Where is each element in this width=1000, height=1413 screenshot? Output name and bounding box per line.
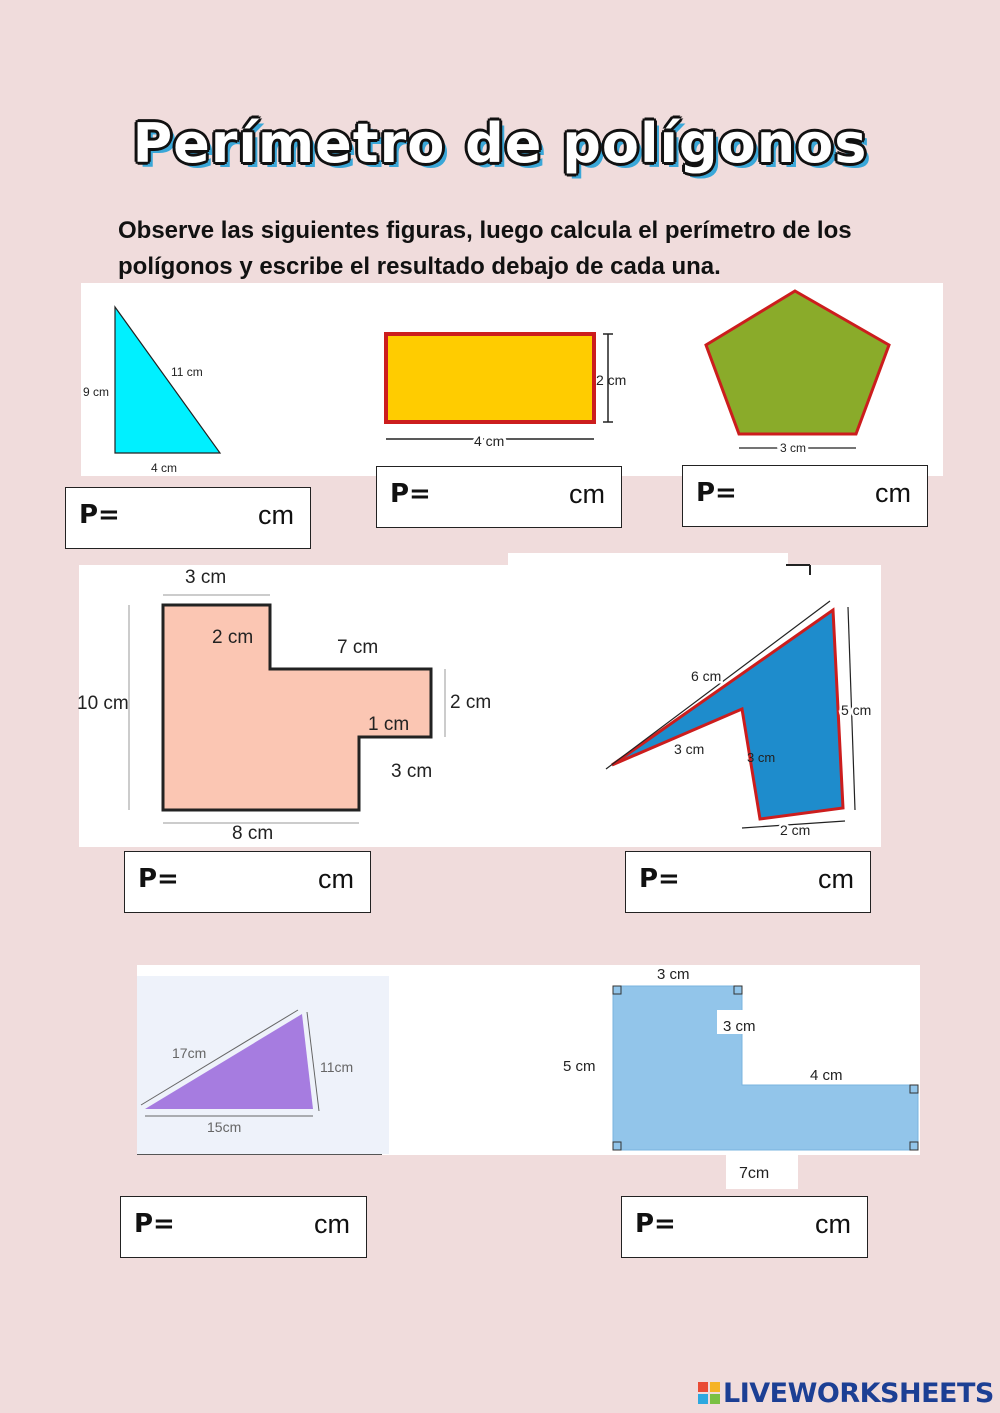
blue-label-bottom: 7cm (739, 1165, 770, 1182)
answer-input-6[interactable] (191, 1207, 295, 1249)
answer-prefix: P= (79, 500, 120, 530)
answer-unit: cm (818, 864, 854, 894)
purple-label-bottom: 15cm (207, 1119, 242, 1135)
answer-prefix: P= (639, 864, 680, 894)
arrow-shape (612, 610, 843, 819)
purple-label-right: 11cm (320, 1059, 354, 1075)
answer-prefix: P= (635, 1209, 676, 1239)
answer-prefix: P= (696, 478, 737, 508)
blue-label-inner-v: 3 cm (723, 1018, 756, 1035)
pentagon-figure (700, 288, 900, 458)
l-label-inner-h: 7 cm (337, 637, 379, 658)
row3-baseline (137, 1154, 382, 1155)
purple-label-hyp: 17cm (172, 1045, 207, 1061)
instructions: Observe las siguientes figuras, luego calcula el perímetro de los polígonos y escribe el resultado debajo de cada una. (118, 217, 852, 280)
answer-unit: cm (875, 478, 911, 508)
arrow-label-inner: 3 cm (747, 750, 776, 765)
l-label-step: 1 cm (368, 714, 410, 735)
answer-prefix: P= (390, 479, 431, 509)
answer-input-2[interactable] (447, 477, 551, 519)
rectangle-figure (376, 325, 646, 455)
triangle-figure (81, 300, 261, 480)
liveworksheets-logo (698, 1378, 994, 1408)
answer-input-3[interactable] (753, 476, 857, 518)
l-shape-figure (79, 565, 509, 847)
arrow-label-right: 5 cm (841, 702, 872, 718)
l-label-bottom: 8 cm (232, 823, 274, 844)
l-label-top: 3 cm (185, 567, 227, 588)
answer-prefix: P= (138, 864, 179, 894)
answer-box-6 (120, 1196, 367, 1258)
l-label-right: 2 cm (450, 692, 492, 713)
answer-box-4 (124, 851, 371, 913)
answer-input-4[interactable] (195, 862, 299, 904)
logo-mark-icon (698, 1382, 720, 1404)
purple-triangle-shape (145, 1014, 313, 1109)
rectangle-label-width: 4 cm (474, 433, 505, 449)
blue-l-figure (555, 965, 920, 1185)
answer-unit: cm (815, 1209, 851, 1239)
l-label-lower-right: 3 cm (391, 761, 433, 782)
answer-box-2 (376, 466, 622, 528)
answer-box-5 (625, 851, 871, 913)
answer-unit: cm (314, 1209, 350, 1239)
triangle-label-left: 9 cm (83, 385, 110, 399)
answer-unit: cm (318, 864, 354, 894)
answer-input-5[interactable] (696, 862, 800, 904)
blue-label-top: 3 cm (657, 966, 690, 983)
answer-unit: cm (258, 500, 294, 530)
answer-box-3 (682, 465, 928, 527)
answer-prefix: P= (134, 1209, 175, 1239)
arrow-label-lower: 3 cm (674, 741, 705, 757)
arrow-label-upper: 6 cm (691, 668, 722, 684)
l-label-inner-v: 2 cm (212, 627, 254, 648)
rectangle-shape (386, 334, 594, 422)
answer-unit: cm (569, 479, 605, 509)
answer-input-7[interactable] (692, 1207, 796, 1249)
logo-text: LIVEWORKSHEETS (723, 1377, 994, 1409)
blue-label-left: 5 cm (563, 1058, 596, 1075)
rectangle-label-height: 2 cm (596, 372, 627, 388)
arrow-label-bottom: 2 cm (780, 822, 811, 838)
answer-input-1[interactable] (136, 498, 240, 540)
pentagon-label-side: 3 cm (780, 441, 807, 455)
arrow-figure (590, 565, 880, 847)
l-label-left: 10 cm (77, 693, 129, 714)
purple-triangle-figure (137, 976, 389, 1154)
pentagon-shape (706, 291, 889, 434)
blue-label-inner-h: 4 cm (810, 1067, 843, 1084)
triangle-label-hyp: 11 cm (171, 365, 203, 379)
triangle-label-bottom: 4 cm (151, 461, 178, 475)
answer-box-7 (621, 1196, 868, 1258)
triangle-shape (115, 307, 220, 453)
blue-l-shape (613, 986, 918, 1150)
answer-box-1 (65, 487, 311, 549)
page-title: Perímetro de polígonos (132, 112, 868, 175)
